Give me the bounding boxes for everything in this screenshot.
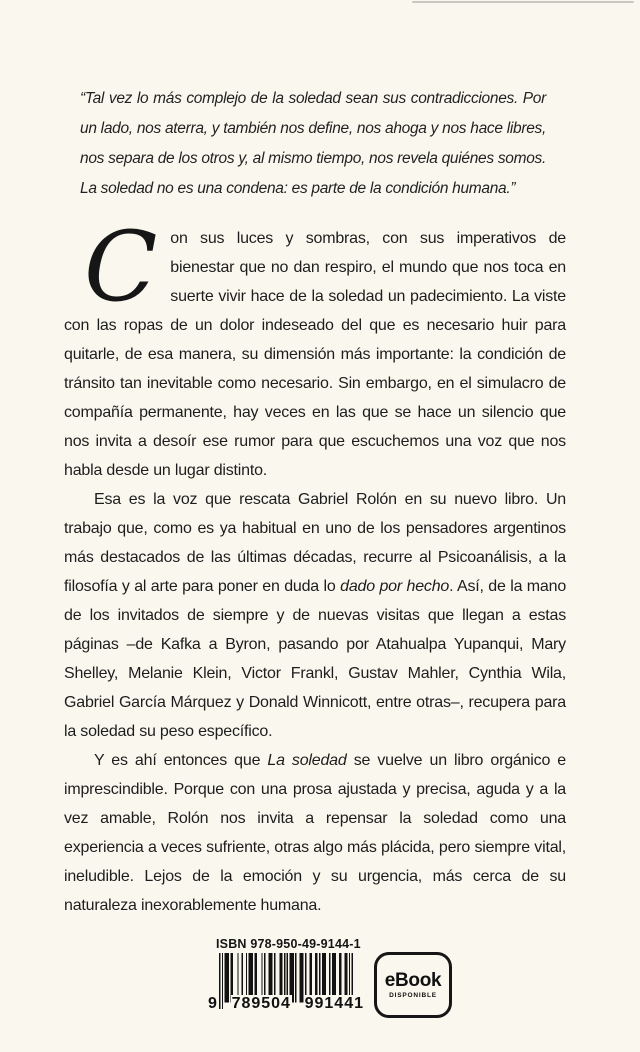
paragraph-3-text-b: se vuelve un libro orgánico e imprescindible. Porque con una prosa ajustada y precisa, aguda y a la vez amable, Rolón nos invita a repensar la soledad como una experiencia a veces sufriente, otras algo más plácida, pero siempre vital, ineludible. Lejos de la emoción y su urgencia, más cerca de su naturaleza inexorablemente humana. (64, 752, 566, 914)
barcode (208, 953, 364, 1012)
synopsis-paragraph-1 (64, 211, 566, 485)
scan-artifact (412, 1, 634, 3)
paragraph-1-text: on sus luces y sombras, con sus imperativos de bienestar que no dan respiro, el mundo que nos toca en suerte vivir hace de la soledad un padecimiento. La viste con las ropas de un dolor indeseado del que es necesario huir para quitarle, de esa manera, su dimensión más importante: la condición de tránsito tan inevitable como necesario. Sin embargo, en el simulacro de compañía permanente, hay veces en las que se hace un silencio que nos invita a desoír ese rumor para que escuchemos una voz que nos habla desde un lugar distinto. (64, 230, 566, 479)
ebook-badge-label: eBook (384, 970, 442, 991)
barcode-digit-group1: 789504 (231, 995, 291, 1012)
paragraph-2-italic: dado por hecho (340, 578, 450, 595)
paragraph-2-text-a: Esa es la voz que rescata Gabriel Rolón en su nuevo libro. Un trabajo que, como es ya habitual en uno de los pensadores argentinos más destacados de las últimas décadas, recurre al Psicoanálisis, a la filosofía y al arte para poner en duda lo (64, 491, 566, 595)
synopsis-paragraph-3 (64, 746, 566, 920)
ebook-badge-sublabel: DISPONIBLE (389, 992, 437, 999)
drop-cap: C (84, 211, 158, 323)
synopsis-paragraph-2 (64, 485, 566, 746)
paragraph-2-text-b: . Así, de la mano de los invitados de siempre y de nuevas visitas que llegan a estas páginas –de Kafka a Byron, pasando por Atahualpa Yupanqui, Mary Shelley, Melanie Klein, Victor Frankl, Gustav Mahler, Cynthia Wila, Gabriel García Márquez y Donald Winnicott, entre otras–, recupera para la soledad su peso específico. (64, 578, 567, 740)
ebook-available-badge (374, 952, 452, 1018)
book-title-italic: La soledad (267, 752, 347, 769)
barcode-block (208, 937, 364, 1012)
paragraph-3-text-a: Y es ahí entonces que (94, 752, 268, 769)
synopsis-text (64, 211, 567, 920)
barcode-digit-lead: 9 (208, 995, 218, 1012)
isbn-label: ISBN 978-950-49-9144-1 (216, 937, 361, 951)
barcode-digit-group2: 991441 (304, 995, 364, 1012)
epigraph-quote: “Tal vez lo más complejo de la soledad sean sus contradicciones. Por un lado, nos aterra, y también nos define, nos ahoga y nos hace libres, nos separa de los otros y, al mismo tiempo, nos revela quiénes somos. La soledad no es una condena: es parte de la condición humana.” (80, 90, 546, 197)
barcode-digits (207, 995, 365, 1013)
